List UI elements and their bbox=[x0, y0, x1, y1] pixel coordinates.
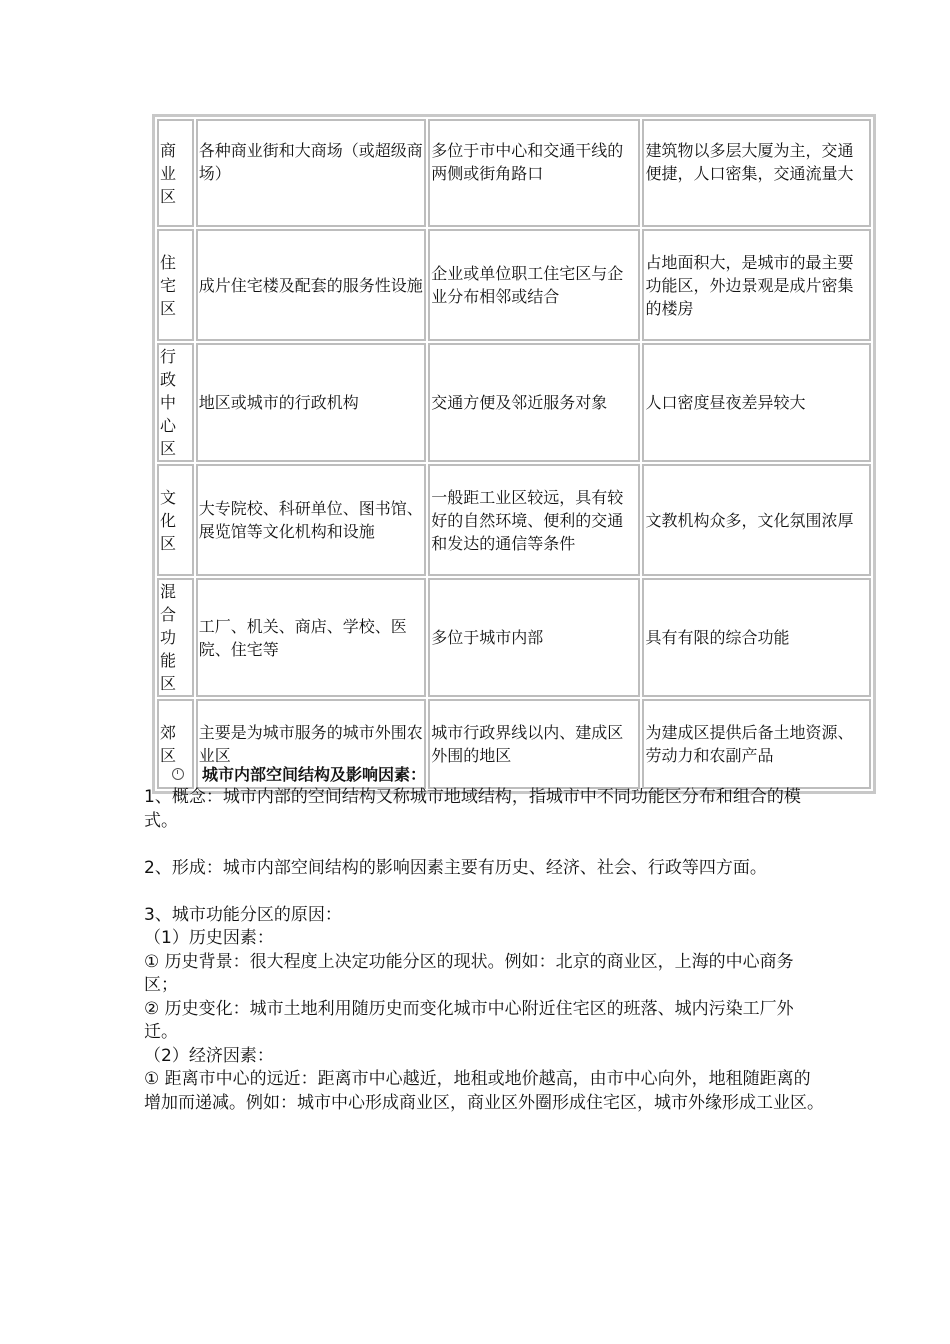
zone-features-cell: 占地面积大，是城市的最主要功能区，外边景观是成片密集的楼房 bbox=[642, 229, 871, 341]
table-row bbox=[157, 464, 871, 576]
zone-name-cell: 郊区 bbox=[157, 699, 194, 789]
table-row bbox=[157, 343, 871, 462]
zone-features-cell: 建筑物以多层大厦为主，交通便捷，人口密集，交通流量大 bbox=[642, 119, 871, 227]
paragraph-economic-factor: （2）经济因素： bbox=[144, 1045, 274, 1066]
zone-location-cell: 多位于市中心和交通干线的两侧或街角路口 bbox=[428, 119, 640, 227]
zone-content-cell: 成片住宅楼及配套的服务性设施 bbox=[196, 229, 427, 341]
paragraph-history-background: ① 历史背景：很大程度上决定功能分区的现状。例如：北京的商业区，上海的中心商务区； bbox=[144, 951, 794, 995]
paragraph-formation: 2、形成：城市内部空间结构的影响因素主要有历史、经济、社会、行政等四方面。 bbox=[144, 857, 767, 878]
zone-name-cell: 住宅区 bbox=[157, 229, 194, 341]
zone-content-cell: 各种商业街和大商场（或超级商场） bbox=[196, 119, 427, 227]
section-heading bbox=[172, 762, 426, 785]
paragraph-reasons-title: 3、城市功能分区的原因： bbox=[144, 904, 342, 925]
table-row bbox=[157, 578, 871, 697]
zone-location-cell: 多位于城市内部 bbox=[428, 578, 640, 697]
zone-location-cell: 企业或单位职工住宅区与企业分布相邻或结合 bbox=[428, 229, 640, 341]
zone-content-cell: 地区或城市的行政机构 bbox=[196, 343, 427, 462]
zone-location-cell: 一般距工业区较远，具有较好的自然环境、便利的交通和发达的通信等条件 bbox=[428, 464, 640, 576]
zone-location-cell: 交通方便及邻近服务对象 bbox=[428, 343, 640, 462]
paragraph-concept: 1、概念：城市内部的空间结构又称城市地域结构，指城市中不同功能区分布和组合的模式。 bbox=[144, 787, 801, 831]
zone-content-cell: 工厂、机关、商店、学校、医院、住宅等 bbox=[196, 578, 427, 697]
zone-content-cell: 大专院校、科研单位、图书馆、展览馆等文化机构和设施 bbox=[196, 464, 427, 576]
zone-content-cell: 主要是为城市服务的城市外围农业区 bbox=[196, 699, 427, 789]
table-row bbox=[157, 119, 871, 227]
zone-name-cell: 文化区 bbox=[157, 464, 194, 576]
zone-features-cell: 为建成区提供后备土地资源、劳动力和农副产品 bbox=[642, 699, 871, 789]
paragraph-history-factor: （1）历史因素： bbox=[144, 928, 274, 948]
paragraph-history-change: ② 历史变化：城市土地利用随历史而变化城市中心附近住宅区的班落、城内污染工厂外迁。 bbox=[144, 998, 794, 1042]
zone-name-cell: 行政中心区 bbox=[157, 343, 194, 462]
clock-bullet-icon bbox=[172, 768, 184, 780]
section-body bbox=[144, 786, 824, 1115]
zone-name-cell: 混合功能区 bbox=[157, 578, 194, 697]
zone-features-cell: 人口密度昼夜差异较大 bbox=[642, 343, 871, 462]
zone-features-cell: 文教机构众多，文化氛围浓厚 bbox=[642, 464, 871, 576]
paragraph-distance-center: ① 距离市中心的远近：距离市中心越近，地租或地价越高，由市中心向外，地租随距离的增加而递减。例如：城市中心形成商业区，商业区外圈形成住宅区，城市外缘形成工业区。 bbox=[144, 1069, 824, 1113]
zone-location-cell: 城市行政界线以内、建成区外围的地区 bbox=[428, 699, 640, 789]
zone-features-cell: 具有有限的综合功能 bbox=[642, 578, 871, 697]
table-row bbox=[157, 229, 871, 341]
section-heading-text: 城市内部空间结构及影响因素： bbox=[202, 765, 427, 784]
functional-zone-table bbox=[152, 114, 876, 794]
zone-name-cell: 商业区 bbox=[157, 119, 194, 227]
